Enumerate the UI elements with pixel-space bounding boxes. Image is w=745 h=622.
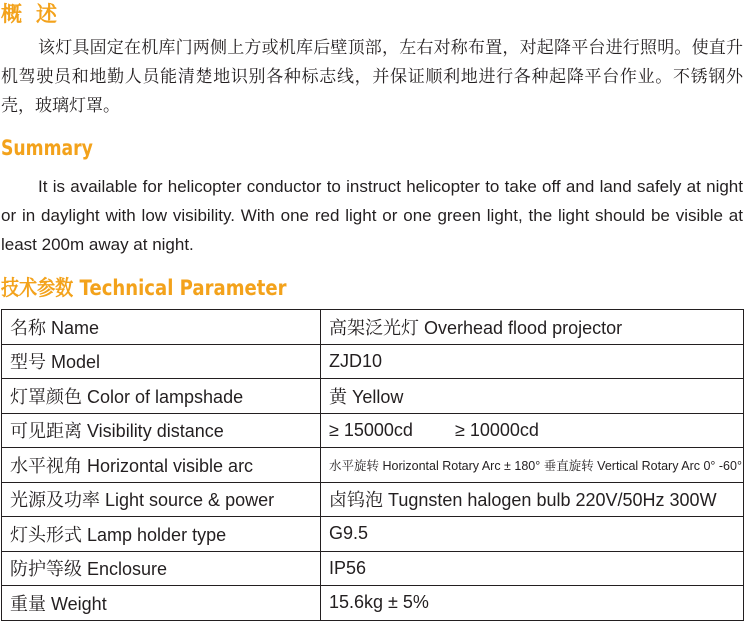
table-row <box>2 413 744 448</box>
table-row <box>2 310 744 345</box>
summary-heading: Summary <box>1 136 93 160</box>
table-row <box>2 517 744 552</box>
overview-paragraph: 该灯具固定在机库门两侧上方或机库后壁顶部，左右对称布置，对起降平台进行照明。使直升机驾驶员和地勤人员能清楚地识别各种标志线，并保证顺利地进行各种起降平台作业。不锈钢外壳，玻璃灯罩。 <box>1 38 743 116</box>
table-row <box>2 586 744 621</box>
visibility-value-a: ≥ 15000cd <box>329 419 413 440</box>
spec-label-lamp-holder: 灯头形式 Lamp holder type <box>2 517 321 552</box>
spec-value-lampshade-color: 黄 Yellow <box>321 379 744 414</box>
spec-value-model: ZJD10 <box>321 344 744 379</box>
table-row <box>2 482 744 517</box>
spec-label-name: 名称 Name <box>2 310 321 345</box>
table-row <box>2 448 744 483</box>
spec-label-weight: 重量 Weight <box>2 586 321 621</box>
overview-heading: 概述 <box>1 2 71 26</box>
table-row <box>2 379 744 414</box>
spec-value-visible-arc: 水平旋转 Horizontal Rotary Arc ± 180° 垂直旋转 Vertical Rotary Arc 0° -60° <box>321 448 744 483</box>
table-row <box>2 551 744 586</box>
spec-value-lamp-holder: G9.5 <box>321 517 744 552</box>
spec-label-light-source: 光源及功率 Light source & power <box>2 482 321 517</box>
spec-label-visibility: 可见距离 Visibility distance <box>2 413 321 448</box>
table-row <box>2 344 744 379</box>
visibility-value-b: ≥ 10000cd <box>454 419 539 440</box>
spec-label-visible-arc: 水平视角 Horizontal visible arc <box>2 448 321 483</box>
spec-label-model: 型号 Model <box>2 344 321 379</box>
spec-value-visibility <box>321 413 744 448</box>
spec-value-enclosure: IP56 <box>321 551 744 586</box>
spec-value-light-source: 卤钨泡 Tugnsten halogen bulb 220V/50Hz 300W <box>321 482 744 517</box>
spec-label-enclosure: 防护等级 Enclosure <box>2 551 321 586</box>
summary-paragraph: It is available for helicopter conductor to instruct helicopter to take off and land safely at night or in daylight with low visibility. With one red light or one green light, the light should be visible at least 200m away at night. <box>1 177 743 254</box>
technical-heading: 技术参数 Technical Parameter <box>1 276 287 300</box>
spec-table <box>1 309 744 621</box>
spec-value-name: 高架泛光灯 Overhead flood projector <box>321 310 744 345</box>
spec-label-lampshade-color: 灯罩颜色 Color of lampshade <box>2 379 321 414</box>
spec-value-weight: 15.6kg ± 5% <box>321 586 744 621</box>
